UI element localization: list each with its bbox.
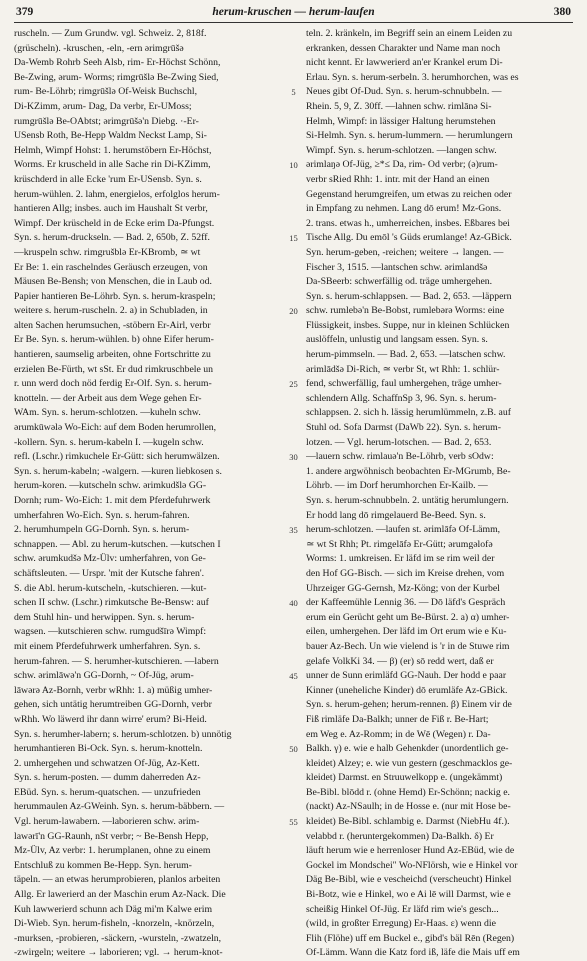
text-line: Di-KZimm, ərum- Dag, Da verbr, Er-UMoss; (14, 100, 192, 112)
text-line: refl. (Lschr.) rimkuchele Er-Gütt: sich herumwälzen. (14, 451, 220, 463)
text-line: Di-Wieb. Syn. herum-fisheln, -knorzeln, -knörzeln, (14, 918, 215, 930)
text-line: kleidet) Be-Bibl. schlambig e. Darmst (NiebHu 4f.). (306, 816, 510, 828)
line-number: 30 (289, 452, 298, 463)
text-line: 1. andere argwöhnisch beobachten Er-MGrumb, Be- (306, 465, 511, 477)
text-line: -murksen, -probieren, -säckern, -wursteln, -zwatzeln, (14, 932, 222, 944)
text-line: ruscheln. — Zum Grundw. vgl. Schweiz. 2, 818f. (14, 28, 207, 39)
text-line: ≃ wt St Rhh; Pt. rimgelāfə Er-Gütt; ərumgəlofə (306, 538, 493, 550)
text-line: rumgrūšlə Be-OAbtst; ərimgrūšə'n Diebg. ·-Er- (14, 115, 199, 127)
text-line: Syn. s. herum-gehen; herum-rennen. β) Einem vir de (306, 699, 512, 711)
text-line: mit einem Pferdefuhrwerk umherfahren. Syn. s. (14, 640, 201, 652)
page-number-left: 379 (16, 6, 34, 18)
text-line: umherfahren Wo-Eich. Syn. s. herum-fahren. (14, 509, 190, 521)
text-line: Rhein. 5, 9, Z. 30ff. —lahnen schw. rimlānə Si- (306, 100, 492, 112)
text-line: in Empfang zu nehmen. Lang dō erum! Mz-Gons. (306, 203, 502, 215)
header-rule (14, 22, 573, 23)
text-line: (wild, in großter Erregung) Er-Haas. ε) wenn die (306, 918, 496, 930)
text-line: schlendern Allg. SchaffnSp 3, 96. Syn. s. herum- (306, 392, 497, 404)
text-line: USensb Roth, Be-Hepp Waldm Neckst Lamp, Si- (14, 130, 207, 142)
text-line: Bi-Botz, wie e Hinkel, wo e Ai lē will Darmst, wie e (306, 889, 511, 901)
text-line: Däg Be-Bibl, wie e vescheichd (verscheucht) Hinkel (306, 874, 512, 886)
text-line: der Kaffeemühle Lennig 36. — Dō läfd's Gespräch (306, 597, 506, 609)
text-line: herum-pimmseln. — Bad. 2, 653. —latschen schw. (306, 349, 506, 361)
left-column (14, 27, 285, 961)
text-line: schäftsleuten. — Urspr. 'mit der Kutsche fahren'. (14, 567, 205, 579)
text-line: Flüssigkeit, insbes. Suppe, nur in kleinen Schlücken (306, 319, 510, 331)
text-line: Balkh. γ) e. wie e halb Gehenkder (unordentlich ge- (306, 743, 509, 755)
text-line: Si-Helmh. Syn. s. herum-lummern. — herumlungern (306, 130, 513, 142)
text-line: Worms: 1. umkreisen. Er läfd im se rim weil der (306, 553, 495, 565)
text-line: hantieren Allg; insbes. auch im Haushalt St verbr, (14, 203, 208, 215)
text-line: Kinner (uneheliche Kinder) dō erumläfe Az-GBick. (306, 684, 508, 696)
text-line: Syn. s. herum-posten. — dumm daherreden Az- (14, 772, 201, 784)
text-line: täpeln. — an etwas herumprobieren, planlos arbeiten (14, 874, 221, 886)
text-line: schnappen. — Abl. zu herum-kutschen. —kutschen I (14, 538, 221, 550)
text-line: auslöffeln, unlustig und langsam essen. Syn. s. (306, 334, 488, 346)
text-line: Syn. s. herum-schlappsen. — Bad. 2, 653. —läppern (306, 290, 512, 302)
text-line: Stuhl od. Sofa Darmst (DaWb 22). Syn. s. herum- (306, 422, 501, 434)
text-line: rum- Be-Löhrb; rimgrūšlə Of-Weisk Buchschl, (14, 86, 198, 98)
text-line: —kruspeln schw. rimgrušblə Er-KBromb, ≃ wt (14, 246, 201, 258)
text-line: lāwərə Az-Bornh, verbr wRhh: 1. a) müßig umher- (14, 684, 213, 696)
text-line: schw. ərimlāwə'n GG-Dornh, ~ Of-Jüg, ərum- (14, 670, 194, 682)
text-line: 2. herumhumpeln GG-Dornh. Syn. s. herum- (14, 524, 190, 536)
text-line: knotteln. — der Arbeit aus dem Wege gehen Er- (14, 392, 202, 404)
text-line: lotzen. — Vgl. herum-lotschen. — Bad. 2, 653. (306, 436, 492, 448)
line-number: 10 (289, 160, 298, 171)
text-line: Da-SBeerb: schwerfällig od. träge umhergehen. (306, 276, 493, 288)
text-line: Tische Allg. Du emōl 's Güds erumlange! Az-GBick. (306, 232, 512, 244)
text-line: r. unn werd doch nöd ferdig Er-Olf. Syn. s. herum- (14, 378, 212, 390)
text-line: schw. rumlebə'n Be-Bobst, rumlebərə Worms: eine (306, 305, 505, 317)
text-line: Gegenstand herumgreifen, um etwas zu reichen oder (306, 188, 512, 200)
text-line: Syn. s. herum-kabeln; -walgern. —kuren liebkosen s. (14, 465, 222, 477)
text-line: erzielen Be-Fürth, wt sSt. Er dud rimkruschbele un (14, 363, 214, 375)
text-line: Fischer 3, 1515. —lantschen schw. ərimlandšə (306, 261, 488, 273)
line-number: 45 (289, 671, 298, 682)
text-line: schen II schw. (Lschr.) rimkutsche Be-Bensw: auf (14, 597, 209, 609)
text-line: Syn. s. herum-druckseln. — Bad. 2, 650b, Z. 52ff. (14, 232, 210, 244)
text-line: alten Sachen herumsuchen, -stöbern Er-Airl, verbr (14, 319, 211, 331)
text-line: Syn. herum-geben, -reichen; weitere → langen. — (306, 246, 504, 258)
text-line: Mäusen Be-Bensh; von Menschen, die in Laub od. (14, 276, 212, 288)
text-line: Papier hantieren Be-Löhrb. Syn. s. herum-kraspeln; (14, 290, 216, 302)
text-line: Worms. Er kruscheld in alle Sache rin Di-KZimm, (14, 159, 211, 171)
text-line: weitere s. herum-ruscheln. 2. a) in Schubladen, in (14, 305, 208, 317)
text-line: Flih (Flöhe) uff em Buckel e., gibd's bäl Rēn (Regen) (306, 932, 515, 944)
text-line: velabbd r. (heruntergekommen) Da-Balkh. δ) Er (306, 830, 494, 842)
text-line: Helmh, Wimpf Hohst: 1. herumstöbern Er-Höchst, (14, 144, 212, 156)
text-line: (nackt) Az-NSaulh; in de Hosse e. (nur mit Hose be- (306, 801, 511, 813)
line-number: 55 (289, 817, 298, 828)
text-line: hantieren, saumselig arbeiten, ohne Fortschritte zu (14, 349, 211, 361)
line-number: 50 (289, 744, 298, 755)
text-line: Er hodd lang dō rimgelauerd Be-Beed. Syn. s. (306, 509, 486, 521)
text-line: gehen, sich untätig herumtreiben GG-Dornh, verbr (14, 699, 212, 711)
text-line: scheißig Hinkel Of-Jüg. Er läfd rim wie's gesch... (306, 903, 499, 915)
text-line: Uhrzeiger GG-Gernsh, Mz-Köng; von der Kurbel (306, 582, 500, 594)
text-line: S. die Abl. herum-kutscheln, -kutschieren. —kut- (14, 582, 207, 594)
text-line: Helmh, Wimpf: in lässiger Haltung herumstehen (306, 115, 496, 127)
text-line: herum-schlotzen. —laufen st. ərimlāfə Of-Lämm, (306, 524, 501, 536)
text-line: eilen, umhergehen. Der läfd im Ort erum wie e Ku- (306, 626, 507, 638)
text-line: -zwirgeln; weitere → laborieren; vgl. → herum-knot- (14, 947, 223, 959)
text-line: em Weg e. Az-Romm; in de Wē (Wegen) r. Da- (306, 728, 491, 740)
text-line: Fiß rimläfe Da-Balkh; unner de Fiß r. Be-Hart; (306, 713, 489, 725)
text-line: Da-Wemb Rohrb Seeh Alsb, rim- Er-Höchst Schönn, (14, 57, 221, 69)
text-line: Er Be. Syn. s. herum-wühlen. b) ohne Eifer herum- (14, 334, 214, 346)
text-line: teln. 2. kränkeln, im Begriff sein an einem Leiden zu (306, 28, 513, 39)
text-line: Syn. s. herum-schnubbeln. 2. untätig herumlungern. (306, 495, 509, 506)
text-line: Vgl. herum-lawabern. —laborieren schw. ərim- (14, 816, 200, 828)
text-line: Allg. Er lawerierd an der Maschin erum Az-Nack. Die (14, 889, 226, 901)
line-number: 25 (289, 379, 298, 390)
text-line: herumhantieren Bi-Ock. Syn. s. herum-knotteln. (14, 743, 203, 755)
text-line: Löhrb. — im Dorf herumhorchen Er-Kailb. — (306, 480, 488, 492)
text-line: Of-Lämm. Wann die Katz ford iß, läfe die Mais uff em (306, 947, 520, 959)
text-line: herum-wühlen. 2. lahm, energielos, erfolglos herum- (14, 188, 220, 200)
text-line: Wimpf. Syn. s. herum-schlotzen. —langen schw. (306, 144, 497, 156)
text-line: Dornh; rum- Wo-Eich: 1. mit dem Pferdefuhrwerk (14, 495, 211, 506)
text-line: Syn. s. herumher-labern; s. herum-schlotzen. b) unnötig (14, 728, 232, 740)
text-line: Entschluß zu kommen Be-Hepp. Syn. herum- (14, 859, 192, 871)
text-line: Wimpf. Der krüscheld in de Ecke erim Da-Pfungst. (14, 217, 215, 229)
text-line: EBüd. Syn. s. herum-quatschen. — unzufrieden (14, 786, 201, 798)
text-line: ərumkūwələ Wo-Eich: auf dem Boden herumrollen, (14, 422, 217, 434)
running-title: herum-kruschen — herum-laufen (212, 6, 375, 18)
text-line: gelafe VolkKi 34. — β) (er) sō redd wert, daß er (306, 655, 494, 667)
text-line: wRhh. Wo läwerd ihr dann wirre' erum? Bi-Heid. (14, 713, 207, 725)
text-line: Erlau. Syn. s. herum-serbeln. 3. herumhorchen, was es (306, 71, 519, 83)
text-line: -kollern. Syn. s. herum-kabeln I. —kugeln schw. (14, 436, 204, 448)
line-number: 5 (291, 87, 296, 98)
text-line: (grüscheln). -kruschen, -eln, -ern ərimgrūšə (14, 42, 184, 54)
text-line: krüschderd in alle Ecke 'rum Er-USensb. Syn. s. (14, 173, 202, 185)
text-line: 2. umhergehen und schwatzen Of-Jüg, Az-Kett. (14, 757, 200, 769)
page-header (14, 6, 573, 22)
text-line: herum-fahren. — S. herumher-kutschieren. —labern (14, 655, 219, 667)
text-line: 2. trans. etwas h., umherreichen, insbes. Eßbares bei (306, 217, 510, 229)
text-line: nicht kennt. Er lawwerierd an'er Krankel erum Di- (306, 57, 503, 69)
page-number-right: 380 (553, 6, 571, 18)
text-line: herum-koren. —kutscheln schw. ərimkudšlə GG- (14, 480, 207, 492)
line-number: 40 (289, 598, 298, 609)
text-line: kleidet) Darmst. en Struuwelkopp e. (ungekämmt) (306, 772, 503, 784)
text-line: Mz-Ülv, Az verbr: 1. herumplanen, ohne zu einem (14, 845, 211, 857)
text-line: kleidet) Alzey; e. wie vun gestern (geschmacklos ge- (306, 757, 513, 769)
text-line: wagsen. —kutschieren schw. rumgudšīrə Wimpf: (14, 626, 207, 638)
line-number: 35 (289, 525, 298, 536)
text-line: schw. ərumkudšə Mz-Ülv: umherfahren, von Ge- (14, 553, 206, 565)
line-number: 20 (289, 306, 298, 317)
text-line: ərimlādšə Di-Rich, ≃ verbr St, wt Rhh: 1. schlür- (306, 363, 500, 375)
text-line: Be-Bibl. blōdd r. (ohne Hemd) Er-Schönn; nackig e. (306, 786, 510, 798)
text-line: verbr sRied Rhh: 1. intr. mit der Hand an einen (306, 173, 490, 185)
text-line: Be-Zwing, ərum- Worms; rimgrūšlə Be-Zwing Sied, (14, 71, 219, 83)
text-line: Er Be: 1. ein raschelndes Geräusch erzeugen, von (14, 261, 208, 273)
line-number: 15 (289, 233, 298, 244)
text-line: bauer Az-Bech. Un wie vielend is 'r in de Stuwe rim (306, 640, 510, 652)
text-line: erum ein Gerücht geht um Be-Bürst. 2. a) α) umher- (306, 611, 510, 623)
text-line: Neues gibt Of-Dud. Syn. s. herum-schnubbeln. — (306, 86, 502, 98)
text-line: herummaulen Az-GWeinh. Syn. s. herum-bäbbern. — (14, 801, 225, 813)
text-line: Gockel im Mondschei" Wo-NFlörsh, wie e Hinkel vor (306, 859, 518, 871)
text-line: WAm. Syn. s. herum-schlotzen. —kuheln schw. (14, 407, 201, 419)
text-line: schlappsen. 2. sich h. lässig herumlümmeln, z.B. auf (306, 407, 511, 419)
text-line: den Hof GG-Bisch. — sich im Kreise drehen, vom (306, 567, 505, 579)
text-line: fend, schwerfällig, faul umhergehen, träge umher- (306, 378, 502, 390)
text-line: ərimlaŋə Of-Jüg, ≥*≤ Da, rim- Od verbr; (ə)rum- (306, 159, 498, 171)
right-column (306, 27, 576, 961)
text-line: erkranken, dessen Charakter und Name man noch (306, 42, 501, 54)
text-line: unner de Sunn erimläfd GG-Nauh. Der hodd e paar (306, 670, 507, 682)
text-line: lawərī'n GG-Raunh, nSt verbr; ~ Be-Bensh Hepp, (14, 830, 209, 842)
text-line: Kuh lawwerierd schunn ach Däg mi'm Kalwe erim (14, 903, 213, 915)
text-line: —lauern schw. rimlauə'n Be-Löhrb, verb sOdw: (306, 451, 494, 463)
text-line: dem Stuhl hin- und herwippen. Syn. s. herum- (14, 611, 195, 623)
text-line: läuft herum wie e herrenloser Hund Az-EBüd, wie de (306, 845, 515, 857)
